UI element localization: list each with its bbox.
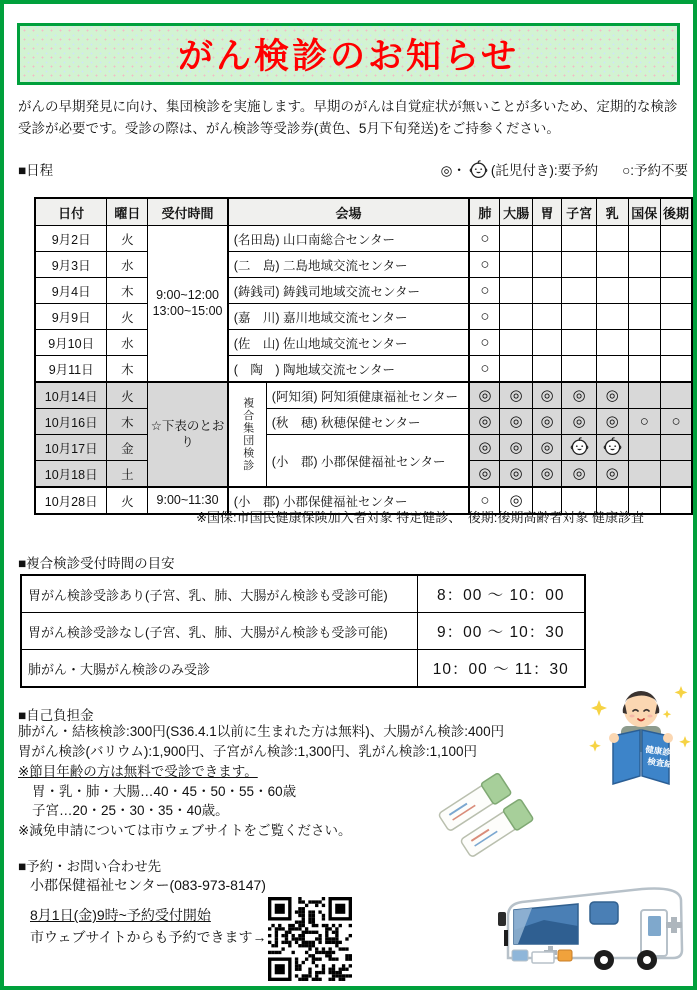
mark-cell	[500, 278, 532, 304]
table-row	[21, 650, 585, 688]
mark-cell: ◎	[532, 461, 562, 488]
date-cell: 10月18日	[35, 461, 107, 488]
mark-cell	[628, 356, 660, 383]
date-cell: 9月9日	[35, 304, 107, 330]
mark-cell	[660, 226, 692, 252]
day-cell: 火	[107, 487, 148, 514]
mark-cell	[596, 356, 628, 383]
mark-cell	[562, 435, 597, 461]
mark-cell	[562, 304, 597, 330]
mark-cell	[532, 356, 562, 383]
date-cell: 10月14日	[35, 382, 107, 409]
mark-cell	[660, 252, 692, 278]
mark-cell: ◎	[532, 382, 562, 409]
mark-cell	[660, 304, 692, 330]
date-cell: 9月2日	[35, 226, 107, 252]
insurance-note: ※国保:市国民健康保険加入者対象 特定健診、 後期:後期高齢者対象 健康診査	[196, 510, 644, 525]
mark-cell: ◎	[469, 435, 500, 461]
day-cell: 火	[107, 304, 148, 330]
date-cell: 9月10日	[35, 330, 107, 356]
mark-cell	[596, 226, 628, 252]
qr-code	[268, 897, 352, 981]
mark-cell	[562, 356, 597, 383]
col-breast: 乳	[596, 198, 628, 226]
venue-cell: (秋 穂) 秋穂保健センター	[266, 409, 469, 435]
mark-cell: ○	[469, 487, 500, 514]
mark-cell	[596, 330, 628, 356]
reception-table	[20, 574, 586, 688]
table-row	[35, 330, 692, 356]
legend-reserve-required: (託児付き):要予約	[490, 163, 599, 178]
col-venue: 会場	[228, 198, 470, 226]
table-row	[35, 252, 692, 278]
cost-heading: ■自己負担金	[18, 708, 94, 723]
table-row	[35, 278, 692, 304]
col-time: 受付時間	[148, 198, 228, 226]
mark-cell	[532, 278, 562, 304]
mark-cell: ◎	[469, 409, 500, 435]
venue-cell: (小 郡) 小郡保健福祉センター	[266, 435, 469, 488]
schedule-heading: ■日程	[18, 163, 54, 178]
date-cell: 10月28日	[35, 487, 107, 514]
table-row	[35, 356, 692, 383]
col-date: 日付	[35, 198, 107, 226]
col-kouki: 後期	[660, 198, 692, 226]
venue-cell: ( 陶 ) 陶地域交流センター	[228, 356, 470, 383]
table-row	[35, 304, 692, 330]
mark-cell	[628, 382, 660, 409]
table-row	[35, 435, 692, 461]
day-cell: 金	[107, 435, 148, 461]
mark-cell: ○	[628, 409, 660, 435]
mark-cell: ◎	[500, 409, 532, 435]
mark-cell	[660, 330, 692, 356]
baby-face-icon	[603, 437, 622, 456]
venue-cell: (佐 山) 佐山地域交流センター	[228, 330, 470, 356]
day-cell: 火	[107, 226, 148, 252]
venue-cell: (二 島) 二島地域交流センター	[228, 252, 470, 278]
mark-cell: ○	[469, 330, 500, 356]
contact-center-phone: 小郡保健福祉センター(083-973-8147)	[30, 877, 266, 893]
mark-cell: ◎	[500, 461, 532, 488]
reservation-start-note: 8月1日(金)9時~予約受付開始	[30, 907, 211, 923]
col-uterus: 子宮	[562, 198, 597, 226]
date-cell: 9月11日	[35, 356, 107, 383]
schedule-table	[34, 197, 693, 515]
mark-cell	[562, 330, 597, 356]
reception-time: 9：00 ～ 10：30	[417, 613, 585, 650]
mark-cell	[660, 461, 692, 488]
mark-cell	[532, 330, 562, 356]
table-row	[21, 613, 585, 650]
cost-line-free-ages: ※節目年齢の方は無料で受診できます。	[18, 763, 258, 779]
mark-cell	[628, 304, 660, 330]
mark-cell: ○	[469, 252, 500, 278]
venue-cell: (名田島) 山口南総合センター	[228, 226, 470, 252]
reception-label: 胃がん検診受診あり(子宮、乳、肺、大腸がん検診も受診可能)	[21, 575, 417, 613]
mark-cell: ○	[469, 356, 500, 383]
mark-cell	[562, 252, 597, 278]
mark-cell: ◎	[500, 382, 532, 409]
mark-cell	[660, 435, 692, 461]
col-stomach: 胃	[532, 198, 562, 226]
cost-line: 肺がん・結核検診:300円(S36.4.1以前に生まれた方は無料)、大腸がん検診:400円	[18, 724, 505, 739]
schedule-header-row	[35, 198, 692, 226]
time-cell: 9:00~11:30	[148, 487, 228, 514]
table-row	[35, 226, 692, 252]
book-title-line2: 検査結果	[646, 756, 682, 771]
mark-cell	[562, 226, 597, 252]
cost-line: 子宮…20・25・30・35・40歳。	[32, 803, 229, 819]
legend-no-reserve: ○:予約不要	[622, 163, 688, 178]
date-cell: 9月4日	[35, 278, 107, 304]
reception-label: 肺がん・大腸がん検診のみ受診	[21, 650, 417, 688]
date-cell: 9月3日	[35, 252, 107, 278]
day-cell: 木	[107, 278, 148, 304]
mark-cell: ◎	[596, 409, 628, 435]
date-cell: 10月16日	[35, 409, 107, 435]
table-row	[21, 575, 585, 613]
mark-cell	[628, 252, 660, 278]
mark-cell: ○	[469, 304, 500, 330]
mark-cell: ◎	[500, 487, 532, 514]
time-cell-september: 9:00~12:00 13:00~15:00	[148, 226, 228, 383]
reception-heading: ■複合検診受付時間の目安	[18, 556, 175, 571]
mark-cell	[628, 330, 660, 356]
mark-cell: ○	[660, 409, 692, 435]
mark-cell: ◎	[562, 382, 597, 409]
day-cell: 水	[107, 330, 148, 356]
mark-cell	[500, 226, 532, 252]
day-cell: 水	[107, 252, 148, 278]
mark-cell: ◎	[500, 435, 532, 461]
mark-cell	[500, 252, 532, 278]
man-reading-results-illustration	[589, 678, 693, 804]
mark-cell	[532, 252, 562, 278]
page-title: がん検診のお知らせ	[178, 37, 519, 76]
mark-cell	[628, 435, 660, 461]
reception-label: 胃がん検診受診なし(子宮、乳、肺、大腸がん検診も受診可能)	[21, 613, 417, 650]
mark-cell	[628, 278, 660, 304]
mark-cell	[532, 304, 562, 330]
mark-cell	[628, 461, 660, 488]
test-kit-illustration	[434, 756, 552, 876]
title-banner	[17, 23, 680, 85]
mark-cell: ○	[469, 278, 500, 304]
mark-cell: ◎	[596, 461, 628, 488]
book-title-line1: 健康診断	[644, 744, 680, 759]
mark-cell	[596, 304, 628, 330]
mark-cell	[562, 278, 597, 304]
mark-cell	[500, 304, 532, 330]
reception-time: 8：00 ～ 10：00	[417, 575, 585, 613]
mark-cell	[500, 330, 532, 356]
baby-face-icon	[570, 437, 589, 456]
col-colon: 大腸	[500, 198, 532, 226]
mark-cell: ◎	[596, 382, 628, 409]
venue-cell: (嘉 川) 嘉川地域交流センター	[228, 304, 470, 330]
mark-cell: ◎	[469, 461, 500, 488]
table-row	[35, 382, 692, 409]
day-cell: 火	[107, 382, 148, 409]
cost-line: 胃がん検診(バリウム):1,900円、子宮がん検診:1,300円、乳がん検診:1,100円	[18, 743, 477, 759]
day-cell: 木	[107, 356, 148, 383]
venue-cell: (阿知須) 阿知須健康福祉センター	[266, 382, 469, 409]
web-reservation-note: 市ウェブサイトからも予約できます→	[30, 929, 267, 945]
baby-face-icon	[469, 160, 488, 179]
col-lung: 肺	[469, 198, 500, 226]
intro-paragraph: がんの早期発見に向け、集団検診を実施します。早期のがんは自覚症状が無いことが多いため、定期的な検診受診が必要です。受診の際は、がん検診等受診券(黄色、5月下旬発送)をご持参ください。	[18, 99, 678, 136]
day-cell: 土	[107, 461, 148, 488]
legend	[441, 159, 688, 179]
mark-cell	[628, 226, 660, 252]
mark-cell: ◎	[562, 409, 597, 435]
cost-line: ※減免申請については市ウェブサイトをご覧ください。	[18, 823, 352, 839]
contact-heading: ■予約・お問い合わせ先	[18, 859, 162, 874]
mark-cell: ○	[469, 226, 500, 252]
medical-bus-illustration	[492, 860, 696, 990]
mark-cell	[660, 356, 692, 383]
date-cell: 10月17日	[35, 435, 107, 461]
reception-time: 10：00 ～ 11：30	[417, 650, 585, 688]
venue-cell: (鋳銭司) 鋳銭司地域交流センター	[228, 278, 470, 304]
mark-cell	[660, 382, 692, 409]
mark-cell	[660, 487, 692, 514]
mark-cell: ◎	[532, 435, 562, 461]
fukugo-label-cell: 複合集団検診	[228, 382, 267, 487]
mark-cell	[660, 278, 692, 304]
venue-cell: (小 郡) 小郡保健福祉センター	[228, 487, 470, 514]
legend-double-circle: ◎・	[440, 163, 466, 178]
col-day: 曜日	[107, 198, 148, 226]
mark-cell	[596, 435, 628, 461]
mark-cell: ◎	[532, 409, 562, 435]
mark-cell: ◎	[469, 382, 500, 409]
mark-cell	[596, 278, 628, 304]
table-row	[35, 409, 692, 435]
mark-cell	[596, 252, 628, 278]
cost-line: 胃・乳・肺・大腸…40・45・50・55・60歳	[32, 783, 297, 799]
day-cell: 木	[107, 409, 148, 435]
mark-cell: ◎	[562, 461, 597, 488]
mark-cell	[532, 226, 562, 252]
col-kokuho: 国保	[628, 198, 660, 226]
mark-cell	[500, 356, 532, 383]
time-cell-october: ☆下表のとおり	[148, 382, 228, 487]
